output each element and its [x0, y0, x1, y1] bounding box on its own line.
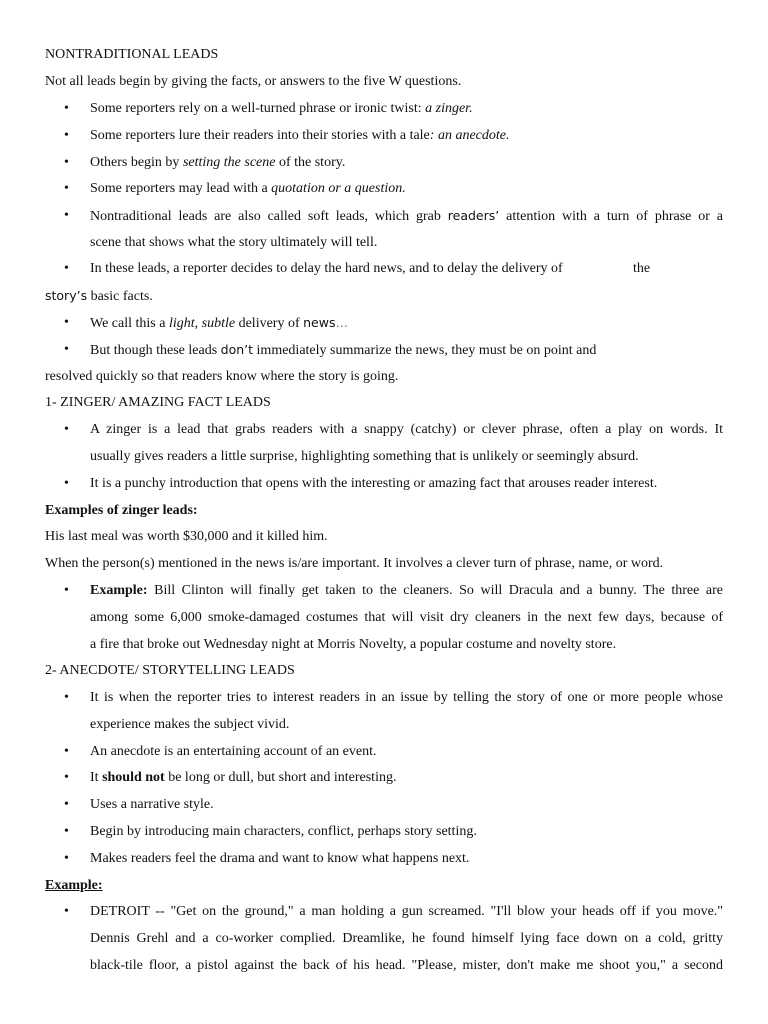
text-span: We call this a	[90, 316, 169, 331]
section-heading-anecdote: 2- ANECDOTE/ STORYTELLING LEADS	[45, 663, 295, 678]
text-span: Some reporters lure their readers into their stories with a tale	[90, 128, 430, 143]
example-detroit: DETROIT -- "Get on the ground," a man holding a gun screamed. "I'll blow your heads off if you move."	[90, 904, 723, 919]
bullet-zinger	[90, 100, 473, 118]
text-span: ,	[194, 316, 202, 331]
bold-text: Examples of zinger leads:	[45, 503, 198, 518]
emphasis-text: setting the scene	[182, 155, 276, 170]
text-span: delivery of	[235, 316, 304, 331]
bullet-zinger-definition-line2: usually gives readers a little surprise, highlighting something that is unlikely or seemingly absurd.	[90, 449, 639, 464]
bullet-narrative: Uses a narrative style.	[90, 797, 214, 812]
text-span: It	[90, 770, 103, 785]
bullet-delay-the: the	[633, 261, 651, 276]
text-span: …	[335, 315, 348, 330]
bullet-marker: •	[64, 128, 69, 143]
text-span: story’s	[45, 288, 88, 303]
emphasis-text: light	[168, 316, 195, 331]
bullet-marker: •	[64, 315, 69, 330]
bullet-marker: •	[64, 181, 69, 196]
text-span: Some reporters may lead with a	[90, 181, 272, 196]
text-span: don’t	[220, 342, 254, 357]
example-last-meal: His last meal was worth $30,000 and it killed him.	[45, 529, 328, 544]
bullet-delay: In these leads, a reporter decides to delay the hard news, and to delay the delivery of	[90, 261, 563, 276]
bullet-marker: •	[64, 261, 69, 276]
bullet-should-not	[90, 769, 396, 787]
bullet-characters: Begin by introducing main characters, conflict, perhaps story setting.	[90, 824, 477, 839]
bullet-on-point-line2: resolved quickly so that readers know where the story is going.	[45, 369, 399, 384]
bullet-marker: •	[64, 155, 69, 170]
underlined-bold-text: Example:	[45, 878, 103, 893]
bullet-marker: •	[64, 342, 69, 357]
bullet-marker: •	[64, 770, 69, 785]
example-important-person: When the person(s) mentioned in the news is/are important. It involves a clever turn of phrase, name, or word.	[45, 556, 664, 571]
bullet-marker: •	[64, 744, 69, 759]
examples-zinger-heading	[45, 502, 198, 520]
bullet-marker: •	[64, 476, 69, 491]
bullet-delay-line2	[45, 287, 153, 306]
bullet-anecdote-definition: It is when the reporter tries to interest readers in an issue by telling the story of one or more people whose	[90, 690, 723, 705]
bullet-marker: •	[64, 904, 69, 919]
bullet-marker: •	[64, 690, 69, 705]
text-span: basic facts.	[87, 289, 153, 304]
bullet-marker: •	[64, 851, 69, 866]
text-span: Some reporters rely on a well-turned phrase or ironic twist:	[90, 101, 426, 116]
text-span: attention with a turn of phrase or a	[499, 209, 723, 224]
section-heading-zinger: 1- ZINGER/ AMAZING FACT LEADS	[45, 395, 271, 410]
bullet-drama: Makes readers feel the drama and want to know what happens next.	[90, 851, 470, 866]
bullet-marker: •	[64, 824, 69, 839]
bullet-on-point	[90, 341, 596, 360]
bullet-marker: •	[64, 101, 69, 116]
text-span: But though these leads	[90, 343, 221, 358]
example-clinton-line3: a fire that broke out Wednesday night at Morris Novelty, a popular costume and novelty store.	[90, 637, 617, 652]
bullet-entertaining: An anecdote is an entertaining account of an event.	[90, 744, 377, 759]
text-span: Bill Clinton will finally get taken to the cleaners. So will Dracula and a bunny. The three are	[147, 583, 723, 598]
text-span: Others begin by	[90, 155, 183, 170]
example-clinton	[90, 577, 723, 604]
doc-heading: NONTRADITIONAL LEADS	[45, 47, 219, 62]
text-span: Nontraditional leads are also called soft leads, which grab	[90, 209, 448, 224]
example-heading	[45, 877, 103, 895]
bullet-marker: •	[64, 208, 69, 223]
example-detroit-line2: Dennis Grehl and a co-worker complied. Dreamlike, he found himself lying face down on a cold, gritty	[90, 931, 723, 946]
emphasis-text: a zinger.	[425, 101, 473, 116]
bullet-soft-leads-line2: scene that shows what the story ultimately will tell.	[90, 235, 378, 250]
bullet-marker: •	[64, 422, 69, 437]
bullet-punchy: It is a punchy introduction that opens with the interesting or amazing fact that arouses reader interest.	[90, 476, 658, 491]
intro-line: Not all leads begin by giving the facts, or answers to the five W questions.	[45, 74, 462, 89]
bullet-scene	[90, 154, 345, 172]
text-span: news	[303, 315, 336, 330]
text-span: be long or dull, but short and interesting.	[164, 770, 397, 785]
bullet-anecdote	[90, 127, 509, 145]
emphasis-text: subtle	[201, 316, 236, 331]
example-clinton-line2: among some 6,000 smoke-damaged costumes that will visit dry cleaners in the next few days, because of	[90, 610, 723, 625]
emphasis-text: : an anecdote.	[429, 128, 510, 143]
text-span: of the story.	[275, 155, 346, 170]
text-span: immediately summarize the news, they must be on point and	[253, 343, 597, 358]
example-detroit-line3: black-tile floor, a pistol against the back of his head. "Please, mister, don't make me shoot you," a second	[90, 958, 723, 973]
bullet-quotation	[90, 180, 406, 198]
emphasis-text: quotation or a question.	[271, 181, 406, 196]
bold-text: should not	[102, 770, 165, 785]
bullet-marker: •	[64, 583, 69, 598]
bullet-marker: •	[64, 797, 69, 812]
bullet-zinger-definition: A zinger is a lead that grabs readers with a snappy (catchy) or clever phrase, often a play on words. It	[90, 422, 723, 437]
bullet-soft-leads	[90, 202, 723, 230]
bullet-anecdote-definition-line2: experience makes the subject vivid.	[90, 717, 290, 732]
bullet-light-subtle	[90, 314, 348, 333]
text-span: readers’	[447, 208, 500, 223]
bold-text: Example:	[90, 583, 148, 598]
